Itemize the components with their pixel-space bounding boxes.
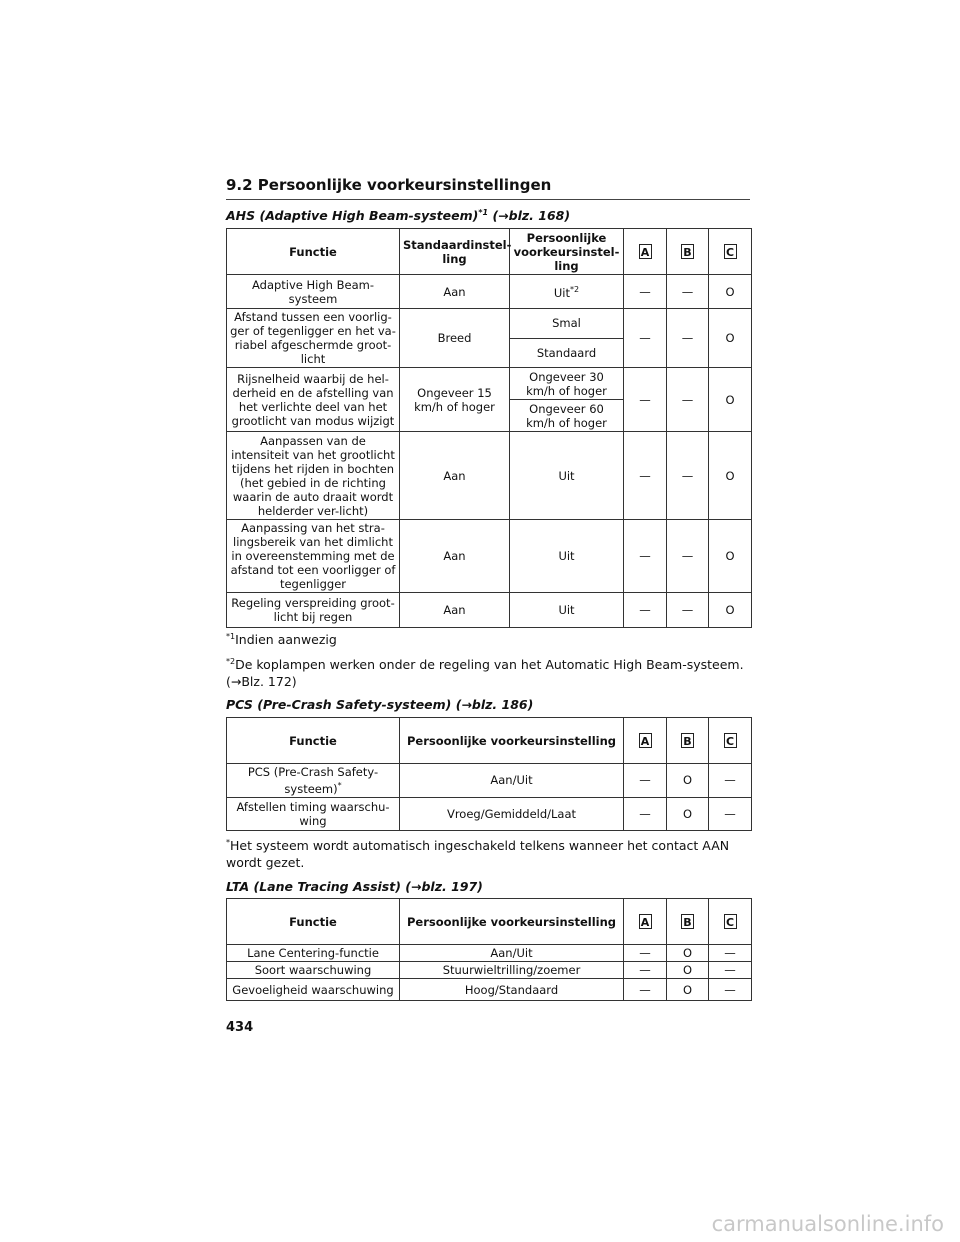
row-b: — bbox=[667, 520, 709, 593]
col-a bbox=[624, 229, 667, 275]
ahs-note-2 bbox=[226, 653, 751, 690]
row-b: — bbox=[667, 309, 709, 368]
row-a: — bbox=[624, 368, 667, 432]
row-pers: Stuurwieltrilling/zoemer bbox=[400, 962, 624, 979]
col-persoonlijk: Persoonlijke voorkeursinstel-ling bbox=[510, 229, 624, 275]
row-b: — bbox=[667, 275, 709, 309]
row-c: O bbox=[709, 520, 752, 593]
row-b: O bbox=[667, 962, 709, 979]
row-pers: Hoog/Standaard bbox=[400, 979, 624, 1001]
lta-table bbox=[226, 898, 752, 1001]
table-row bbox=[227, 764, 752, 798]
row-func: Adaptive High Beam-systeem bbox=[227, 275, 400, 309]
row-b: O bbox=[667, 797, 709, 830]
page-number: 434 bbox=[226, 1020, 254, 1035]
row-b: — bbox=[667, 593, 709, 628]
table-row bbox=[227, 962, 752, 979]
table-row bbox=[227, 593, 752, 628]
table-row bbox=[227, 368, 752, 400]
row-func bbox=[227, 764, 400, 798]
row-pers-option: Standaard bbox=[510, 338, 624, 368]
row-c: — bbox=[709, 979, 752, 1001]
row-a: — bbox=[624, 309, 667, 368]
row-c: — bbox=[709, 797, 752, 830]
row-pers: Uit bbox=[510, 432, 624, 520]
row-func-text: PCS (Pre-Crash Safety-systeem) bbox=[247, 765, 379, 796]
key-b-icon: B bbox=[681, 244, 694, 259]
note-sup: *1 bbox=[226, 632, 236, 641]
row-a: — bbox=[624, 764, 667, 798]
row-c: — bbox=[709, 764, 752, 798]
row-c: O bbox=[709, 593, 752, 628]
row-pers bbox=[510, 275, 624, 309]
row-b: — bbox=[667, 368, 709, 432]
key-c-icon: C bbox=[724, 733, 737, 748]
row-std: Aan bbox=[400, 432, 510, 520]
ahs-title-ref: (→blz. 168) bbox=[488, 208, 571, 224]
row-b: O bbox=[667, 979, 709, 1001]
row-pers-option: Ongeveer 60 km/h of hoger bbox=[510, 400, 624, 432]
col-b bbox=[667, 899, 709, 945]
key-a-icon: A bbox=[639, 914, 652, 929]
row-c: O bbox=[709, 432, 752, 520]
note-sup: * bbox=[226, 838, 230, 847]
ahs-table bbox=[226, 228, 752, 628]
row-a: — bbox=[624, 797, 667, 830]
col-persoonlijk: Persoonlijke voorkeursinstelling bbox=[400, 718, 624, 764]
ahs-title-text: AHS (Adaptive High Beam-systeem) bbox=[226, 208, 479, 224]
note-text: Indien aanwezig bbox=[235, 632, 337, 648]
col-a bbox=[624, 718, 667, 764]
col-c bbox=[709, 899, 752, 945]
key-c-icon: C bbox=[724, 244, 737, 259]
row-pers: Uit bbox=[510, 520, 624, 593]
row-std: Aan bbox=[400, 275, 510, 309]
table-row bbox=[227, 945, 752, 962]
row-a: — bbox=[624, 945, 667, 962]
pcs-note bbox=[226, 834, 751, 871]
row-c: O bbox=[709, 309, 752, 368]
col-functie: Functie bbox=[227, 718, 400, 764]
col-standaard: Standaardinstel-ling bbox=[400, 229, 510, 275]
row-pers-value: Uit bbox=[553, 285, 571, 300]
table-row bbox=[227, 309, 752, 339]
row-std: Aan bbox=[400, 520, 510, 593]
row-std: Breed bbox=[400, 309, 510, 368]
row-func: Gevoeligheid waarschuwing bbox=[227, 979, 400, 1001]
row-pers-sup: *2 bbox=[570, 285, 580, 295]
row-a: — bbox=[624, 962, 667, 979]
row-std: Aan bbox=[400, 593, 510, 628]
row-b: — bbox=[667, 432, 709, 520]
row-std: Ongeveer 15 km/h of hoger bbox=[400, 368, 510, 432]
row-func: Rijsnelheid waarbij de hel-derheid en de afstelling van het verlichte deel van het grootlicht van modus wijzigt bbox=[227, 368, 400, 432]
key-c-icon: C bbox=[724, 914, 737, 929]
col-b bbox=[667, 718, 709, 764]
note-text: Het systeem wordt automatisch ingeschakeld telkens wanneer het contact AAN wordt gezet. bbox=[226, 838, 730, 871]
row-b: O bbox=[667, 945, 709, 962]
col-persoonlijk: Persoonlijke voorkeursinstelling bbox=[400, 899, 624, 945]
table-row bbox=[227, 520, 752, 593]
key-a-icon: A bbox=[639, 244, 652, 259]
row-func: Afstellen timing waarschu-wing bbox=[227, 797, 400, 830]
ahs-note-1 bbox=[226, 628, 751, 648]
row-a: — bbox=[624, 979, 667, 1001]
row-pers: Aan/Uit bbox=[400, 945, 624, 962]
col-c bbox=[709, 229, 752, 275]
row-a: — bbox=[624, 432, 667, 520]
note-sup: *2 bbox=[226, 657, 236, 666]
row-b: O bbox=[667, 764, 709, 798]
row-func: Lane Centering-functie bbox=[227, 945, 400, 962]
table-row bbox=[227, 797, 752, 830]
row-func: Regeling verspreiding groot-licht bij regen bbox=[227, 593, 400, 628]
table-row bbox=[227, 979, 752, 1001]
key-a-icon: A bbox=[639, 733, 652, 748]
key-b-icon: B bbox=[681, 733, 694, 748]
row-pers: Vroeg/Gemiddeld/Laat bbox=[400, 797, 624, 830]
row-func: Aanpassen van de intensiteit van het grootlicht tijdens het rijden in bochten (het gebied in de richting waarin de auto draait wordt helderder ver-licht) bbox=[227, 432, 400, 520]
row-pers-option: Ongeveer 30 km/h of hoger bbox=[510, 368, 624, 400]
row-c: — bbox=[709, 945, 752, 962]
col-b bbox=[667, 229, 709, 275]
row-c: O bbox=[709, 368, 752, 432]
ahs-title bbox=[226, 208, 570, 223]
row-func: Soort waarschuwing bbox=[227, 962, 400, 979]
row-func: Afstand tussen een voorlig-ger of tegenligger en het va-riabel afgeschermde groot-licht bbox=[227, 309, 400, 368]
row-func: Aanpassing van het stra-lingsbereik van het dimlicht in overeenstemming met de afstand tot een voorligger of tegenligger bbox=[227, 520, 400, 593]
table-row bbox=[227, 275, 752, 309]
row-a: — bbox=[624, 275, 667, 309]
row-c: O bbox=[709, 275, 752, 309]
row-c: — bbox=[709, 962, 752, 979]
pcs-title: PCS (Pre-Crash Safety-systeem) (→blz. 186) bbox=[226, 697, 534, 712]
note-text: De koplampen werken onder de regeling van het Automatic High Beam-systeem. (→Blz. 172) bbox=[226, 657, 744, 690]
pcs-table bbox=[226, 717, 752, 831]
col-functie: Functie bbox=[227, 899, 400, 945]
lta-title: LTA (Lane Tracing Assist) (→blz. 197) bbox=[226, 879, 483, 894]
col-functie: Functie bbox=[227, 229, 400, 275]
key-b-icon: B bbox=[681, 914, 694, 929]
row-pers: Uit bbox=[510, 593, 624, 628]
table-row bbox=[227, 432, 752, 520]
col-c bbox=[709, 718, 752, 764]
row-pers-option: Smal bbox=[510, 309, 624, 339]
row-func-sup: * bbox=[337, 781, 342, 790]
section-header: 9.2 Persoonlijke voorkeursinstellingen bbox=[226, 176, 750, 200]
row-a: — bbox=[624, 593, 667, 628]
col-a bbox=[624, 899, 667, 945]
row-a: — bbox=[624, 520, 667, 593]
watermark: carmanualsonline.info bbox=[711, 1212, 944, 1236]
row-pers: Aan/Uit bbox=[400, 764, 624, 798]
ahs-title-sup: *1 bbox=[478, 208, 489, 217]
